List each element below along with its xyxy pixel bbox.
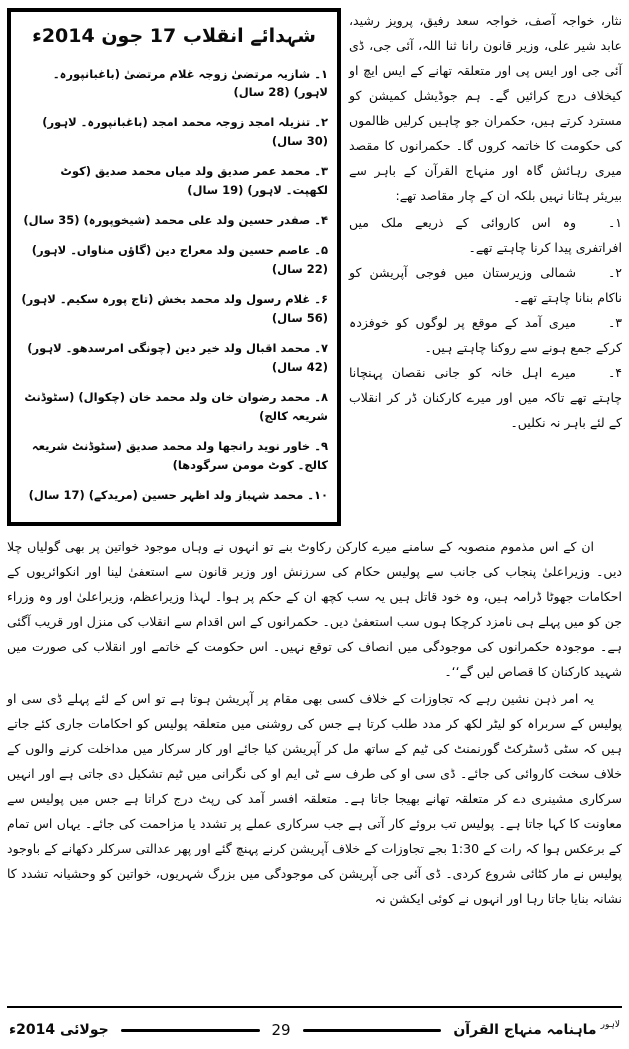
- objective-text: میرے اہل خانہ کو جانی نقصان پہنچانا چاہتے تھے تاکہ میں اور میرے کارکنان ڈر کر انقلاب کے لئے باہر نہ نکلیں۔: [349, 365, 622, 430]
- martyr-list-item: ۸۔ محمد رضوان خان ولد محمد خان (چکوال) (سٹوڈنٹ شریعہ کالج): [24, 390, 328, 424]
- right-column-text: [349, 8, 622, 435]
- body-text: [7, 534, 622, 913]
- journal-title: ماہنامہ منہاج القرآن: [453, 1022, 597, 1038]
- martyr-list-item: ۱۰۔ محمد شہباز ولد اظہر حسین (مریدکے) (17 سال): [28, 487, 328, 502]
- martyr-list-item: ۲۔ تنزیلہ امجد زوجہ محمد امجد (باغبانپورہ۔ لاہور) (30 سال): [42, 115, 328, 149]
- objective-number: ۱۔: [607, 215, 622, 230]
- footer-divider-line: [121, 1029, 260, 1032]
- objective-text: وہ اس کاروائی کے ذریعے ملک میں افراتفری پیدا کرنا چاہتے تھے۔: [349, 215, 622, 255]
- martyr-list-item: ۵۔ عاصم حسین ولد معراج دین (گاؤں مناواں۔ لاہور) (22 سال): [31, 243, 328, 277]
- top-section: [7, 8, 622, 526]
- body-paragraph: ان کے اس مذموم منصوبہ کے سامنے میرے کارکن رکاوٹ بنے تو انہوں نے وہاں موجود خواتین پر بھی گولیاں چلا دیں۔ وزیراعلیٰ پنجاب کی جانب سے پولیس حکام کی سرزنش اور وزیر قانون سے استعفیٰ لینا اور انکوائریوں کے احکامات جھوٹا ڈرامہ ہیں، وہ خود قاتل ہیں یہ سب کچھ ان کے حکم پر ہوا۔ لہذا وزیراعظم، وزیراعلیٰ اور وہ وزراء جن کو میں پہلے ہی نامزد کرچکا ہوں سب استعفیٰ دیں۔ حکمرانوں کے اس اقدام سے انقلاب کی منزل اور قریب آگئی ہے۔ موجودہ حکمرانوں کی موجودگی میں انصاف کی توقع نہیں۔ اس حکومت کے خاتمے اور انقلاب کی صورت میں شہید کارکنان کا قصاص لیں گے‘‘۔: [7, 538, 622, 679]
- objective-item: [349, 210, 622, 260]
- journal-name: [453, 1022, 620, 1038]
- journal-city: لاہور: [600, 1020, 621, 1030]
- objective-text: شمالی وزیرستان میں فوجی آپریشن کو ناکام بنانا چاہتے تھے۔: [349, 265, 622, 305]
- martyrs-box-title: شہدائے انقلاب 17 جون 2014ء: [32, 25, 316, 47]
- martyr-list-item: ۷۔ محمد اقبال ولد خیر دین (چونگی امرسدھو۔ لاہور) (42 سال): [27, 341, 328, 375]
- objective-number: ۲۔: [607, 265, 622, 280]
- martyrs-box: [7, 8, 341, 526]
- martyr-list-item: ۳۔ محمد عمر صدیق ولد میاں محمد صدیق (کوٹ لکھپت۔ لاہور) (19 سال): [60, 164, 328, 198]
- footer: [7, 1006, 622, 1039]
- objective-number: ۴۔: [607, 365, 622, 380]
- objective-item: [349, 260, 622, 310]
- footer-rule: [7, 1006, 622, 1008]
- objective-text: میری آمد کے موقع پر لوگوں کو خوفزدہ کرکے جمع ہونے سے روکنا چاہتے ہیں۔: [349, 315, 622, 355]
- martyr-list-item: ۴۔ صفدر حسین ولد علی محمد (شیخوپورہ) (35 سال): [23, 213, 328, 228]
- objective-number: ۳۔: [607, 315, 622, 330]
- martyr-list-item: ۱۔ شازیہ مرتضیٰ زوجہ غلام مرتضیٰ (باغبانپورہ۔ لاہور) (28 سال): [52, 66, 328, 100]
- body-paragraph: یہ امر ذہن نشین رہے کہ تجاوزات کے خلاف کسی بھی مقام پر آپریشن ہوتا ہے تو اس کے لئے پہلے ڈی سی او پولیس کے سربراہ کو لیٹر لکھ کر مدد طلب کرتا ہے جس کی روشنی میں متعلقہ پولیس کو احکامات جاری کئے جاتے ہیں کہ سٹی ڈسٹرکٹ گورنمنٹ کی ٹیم کے ساتھ مل کر آپریشن کیا جائے اور کار سرکار میں مداخلت کرنے والوں کے خلاف سخت کاروائی کی جائے۔ ڈی سی او کی طرف سے ٹی ایم او کی نگرانی میں ٹیم تشکیل دی جاتی ہے اور انہیں سرکاری مشینری دے کر متعلقہ تھانے بھیجا جاتا ہے۔ متعلقہ افسر آمد کی رپٹ درج کراتا ہے جس میں پولیس سے معاونت کا کہا جاتا ہے۔ پولیس تب بروئے کار آتی ہے جب سرکاری عملے پر تشدد یا مزاحمت کی جائے۔ یہاں اس تمام کے برعکس ہوا کہ رات کے 1:30 بجے تجاوزات کے خلاف آپریشن کرنے پہنچ گئے اور پھر عدالتی سرکلر دکھانے کے باوجود پولیس نے مار کٹائی شروع کردی۔ ڈی آئی جی آپریشن کی موجودگی میں بزرگ شہریوں، خواتین کو وحشیانہ تشدد کا نشانہ بنایا جاتا رہا اور انہوں نے کوئی ایکشن نہ: [7, 690, 623, 906]
- column-intro-paragraph: نثار، خواجہ آصف، خواجہ سعد رفیق، پرویز رشید، عابد شیر علی، وزیر قانون رانا ثنا اللہ، آئی جی، ڈی آئی جی اور ایس پی اور متعلقہ تھانے کے ایس ایچ او کیخلاف درج کرائیں گے۔ ہم جوڈیشل کمیشن کو مسترد کرتے ہیں، حکمران جو چاہیں کرلیں ظالموں کی حکومت کا خاتمہ کروں گا۔ حکمرانوں کا مقصد میری رہائش گاہ اور منہاج القرآن کے باہر سے بیریئر ہٹانا نہیں بلکہ ان کے چار مقاصد تھے:: [349, 13, 622, 203]
- footer-divider-line: [303, 1029, 442, 1032]
- martyr-list-item: ۹۔ خاور نوید رانجھا ولد محمد صدیق (سٹوڈنٹ شریعہ کالج۔ کوٹ مومن سرگودھا): [31, 439, 328, 472]
- page-number: 29: [271, 1021, 291, 1039]
- objective-item: [349, 360, 622, 435]
- objective-item: [349, 310, 622, 360]
- martyr-list-item: ۶۔ غلام رسول ولد محمد بخش (تاج پورہ سکیم۔ لاہور) (56 سال): [21, 292, 328, 326]
- issue-date: جولائی 2014ء: [9, 1022, 109, 1038]
